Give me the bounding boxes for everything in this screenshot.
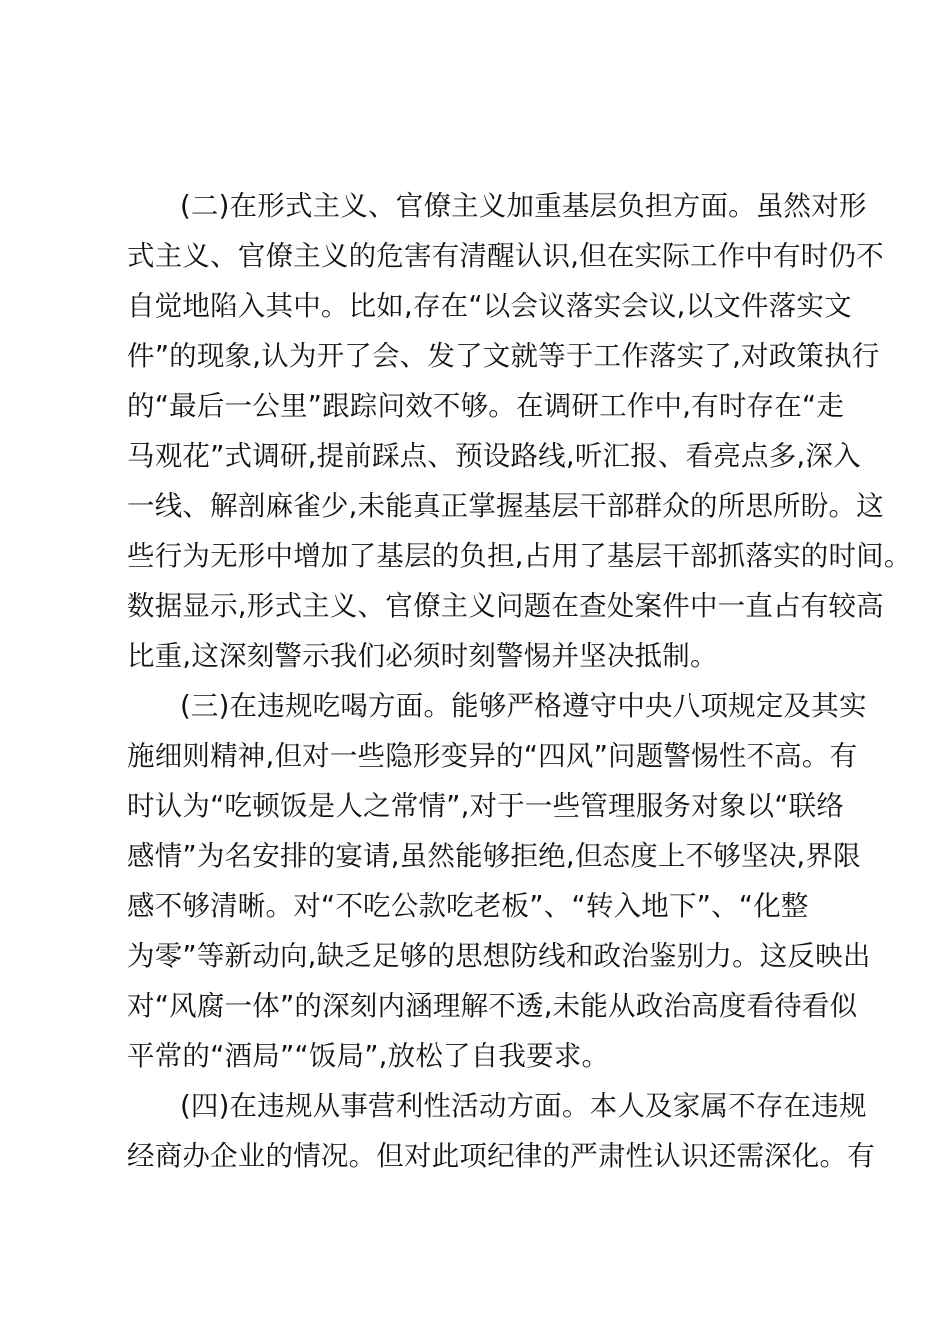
- text-line: 经商办企业的情况。但对此项纪律的严肃性认识还需深化。有: [127, 1140, 875, 1172]
- text-line: 的“最后一公里”跟踪问效不够。在调研工作中,有时存在“走: [127, 390, 845, 422]
- text-line: 感不够清晰。对“不吃公款吃老板”、“转入地下”、“化整: [127, 890, 809, 922]
- text-line: 感情”为名安排的宴请,虽然能够拒绝,但态度上不够坚决,界限: [127, 840, 861, 872]
- text-line: 平常的“酒局”“饭局”,放松了自我要求。: [127, 1040, 610, 1072]
- text-line: 件”的现象,认为开了会、发了文就等于工作落实了,对政策执行: [127, 340, 880, 372]
- text-line: 马观花”式调研,提前踩点、预设路线,听汇报、看亮点多,深入: [127, 440, 861, 472]
- text-line: 数据显示,形式主义、官僚主义问题在查处案件中一直占有较高: [127, 590, 884, 622]
- text-line: 对“风腐一体”的深刻内涵理解不透,未能从政治高度看待看似: [127, 990, 858, 1022]
- text-line: 施细则精神,但对一些隐形变异的“四风”问题警惕性不高。有: [127, 740, 858, 772]
- paragraph-2-heading-line: (二)在形式主义、官僚主义加重基层负担方面。虽然对形: [180, 190, 867, 222]
- paragraph-4-heading-line: (四)在违规从事营利性活动方面。本人及家属不存在违规: [180, 1090, 867, 1122]
- text-line: 些行为无形中增加了基层的负担,占用了基层干部抓落实的时间。: [127, 540, 912, 572]
- text-line: 式主义、官僚主义的危害有清醒认识,但在实际工作中有时仍不: [127, 240, 884, 272]
- paragraph-3-heading-line: (三)在违规吃喝方面。能够严格遵守中央八项规定及其实: [180, 690, 867, 722]
- text-line: 比重,这深刻警示我们必须时刻警惕并坚决抵制。: [127, 640, 718, 672]
- text-line: 时认为“吃顿饭是人之常情”,对于一些管理服务对象以“联络: [127, 790, 845, 822]
- text-line: 为零”等新动向,缺乏足够的思想防线和政治鉴别力。这反映出: [127, 940, 871, 972]
- text-line: 一线、解剖麻雀少,未能真正掌握基层干部群众的所思所盼。这: [127, 490, 884, 522]
- text-line: 自觉地陷入其中。比如,存在“以会议落实会议,以文件落实文: [127, 290, 852, 322]
